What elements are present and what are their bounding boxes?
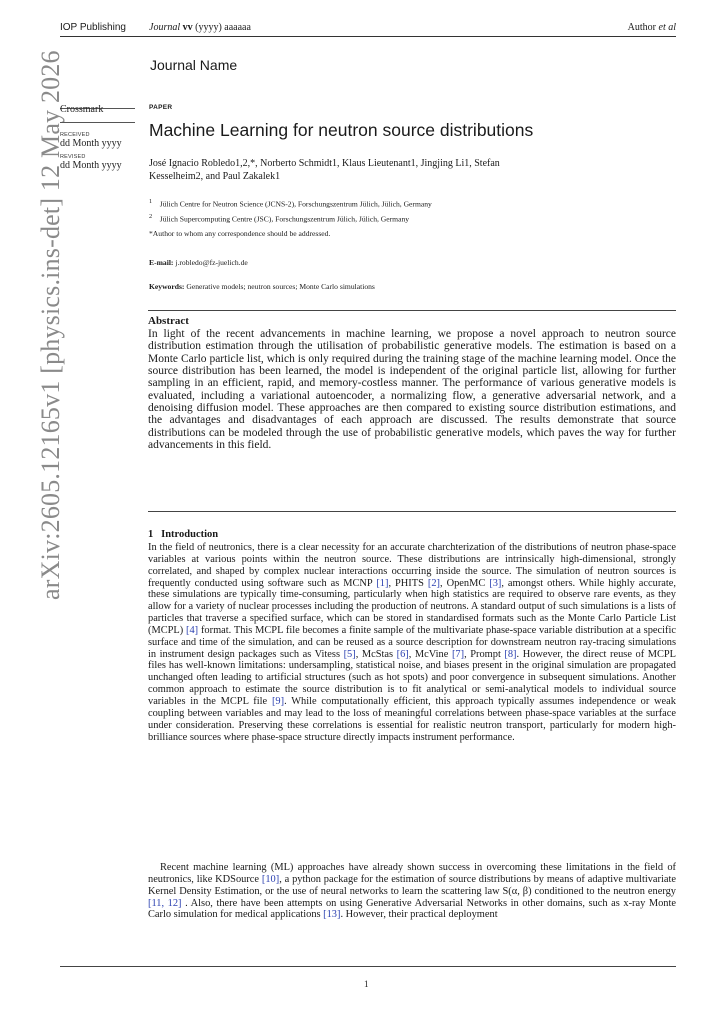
section-title: Introduction xyxy=(161,529,219,540)
received-block xyxy=(60,132,122,149)
affiliation-1-text: Jülich Centre for Neutron Science (JCNS-2), Forschungszentrum Jülich, Jülich, Germany xyxy=(159,199,432,209)
intro-p1-text: In the field of neutronics, there is a clear necessity for an accurate charchterization of the distributions of neutron phase-space variables at various points within the neutron source. These distributions are intrinsically high-dimensional, strongly correlated, and shaped by complex nuclear interactions occurring inside the source. The simulation of neutron sources is frequently conducted using software such as MCNP xyxy=(148,542,676,589)
corresponding-note: *Author to whom any correspondence should be addressed. xyxy=(149,229,331,238)
affiliation-1 xyxy=(149,198,432,209)
journal-ref-vol: vv xyxy=(182,22,193,33)
paper-title: Machine Learning for neutron source distributions xyxy=(149,120,534,140)
affiliation-2 xyxy=(149,213,409,224)
revised-date: dd Month yyyy xyxy=(60,160,122,171)
publisher: IOP Publishing xyxy=(60,22,126,33)
affiliation-2-text: Jülich Supercomputing Centre (JSC), Forschungszentrum Jülich, Jülich, Germany xyxy=(159,214,410,224)
email-line xyxy=(149,258,248,267)
section-number: 1 xyxy=(148,529,154,540)
citation-link[interactable]: [9] xyxy=(271,695,285,707)
affiliation-1-number: 1 xyxy=(149,198,153,205)
intro-paragraph-1 xyxy=(148,542,676,743)
intro-p1-text: format. This MCPL file becomes a finite sample of the multivariate phase-space variable distribution at a specific surface and time of the simulation, and can be reused as a source description for downstream neutron ray-tracing simulations in instrument design packages such as Vitess xyxy=(148,624,676,660)
intro-p1-text: , McVine xyxy=(408,648,452,660)
intro-p1-text: , McStas xyxy=(355,648,397,660)
intro-p2-text: . However, their practical deployment xyxy=(340,909,498,921)
intro-p2-text: . Also, there have been attempts on using Generative Adversarial Networks in other domains, such as x-ray Monte Carlo simulation for medical applications xyxy=(148,897,677,921)
abstract-text: In light of the recent advancements in machine learning, we propose a novel approach to neutron source distribution estimation through the utilisation of probabilistic generative models. The estimation is based on a Monte Carlo particle list, which is only required during the training stage of the machine learning model. Once the source distribution has been learned, the model is independent of the original particle list, allowing for further sampling in an efficient, rapid, and memory-costless manner. The performance of various generative models is evaluated, including a variational autoencoder, a normalizing flow, a generative adversarial network, and a denoising diffusion model. These approaches are then compared to existing source distribution estimations, and the advantages and disadvantages of each approach are discussed. The results demonstrate that source distributions can be modeled through the use of probabilistic generative models, which paves the way for further advancements in this field. xyxy=(148,328,676,452)
citation-link[interactable]: [13] xyxy=(323,909,341,921)
crossmark-label[interactable]: Crossmark xyxy=(60,104,104,115)
citation-link[interactable]: [6] xyxy=(396,648,409,660)
citation-link[interactable]: [2] xyxy=(427,577,440,589)
journal-ref-journal: Journal xyxy=(149,22,181,33)
authors-line-2: Kesselheim2, and Paul Zakalek1 xyxy=(149,171,281,182)
journal-name: Journal Name xyxy=(150,57,238,73)
affiliation-2-number: 2 xyxy=(149,213,153,220)
paper-label: PAPER xyxy=(149,104,173,111)
authors-line-1: José Ignacio Robledo1,2,*, Norberto Schmidt1, Klaus Lieutenant1, Jingjing Li1, Stefan xyxy=(149,158,500,169)
citation-link[interactable]: [11, 12] xyxy=(148,897,182,909)
citation-link[interactable]: [3] xyxy=(489,577,502,589)
journal-reference xyxy=(149,22,251,33)
citation-link[interactable]: [7] xyxy=(451,648,465,660)
journal-ref-rest: (yyyy) aaaaaa xyxy=(195,22,251,33)
intro-p2-text: Recent machine learning (ML) approaches have already shown success in overcoming these limitations in the field of neutronics, like KDSource xyxy=(148,862,676,885)
revised-label: REVISED xyxy=(60,154,86,160)
intro-p1-text: . However, the direct reuse of MCPL files has well-known limitations: undersampling, statistical noise, and biases present in the original simulation are propagated unchanged often leading to artificial structures (such as hot spots) and poor convergence in subsequent simulations. Another common approach to estimate the source distribution is to fit analytical or semi-analytical models to individual source variables in the MCPL file xyxy=(148,648,677,707)
intro-p2-text: , a python package for the estimation of source distributions by means of adaptive multivariate Kernel Density Estimation, or the use of neural networks to learn the scattering law S(α, β) conditioned to the neutron energy xyxy=(148,873,676,897)
sidebar-rule-2 xyxy=(60,122,135,123)
keywords-text: Generative models; neutron sources; Monte Carlo simulations xyxy=(186,282,375,291)
abstract-bottom-rule xyxy=(148,511,676,512)
intro-p1-text: , Prompt xyxy=(464,648,505,660)
author-list xyxy=(149,157,679,183)
citation-link[interactable]: [1] xyxy=(376,577,389,589)
keywords-label: Keywords: xyxy=(149,282,185,291)
running-author xyxy=(628,22,676,33)
abstract-heading: Abstract xyxy=(148,315,189,327)
email-address[interactable]: j.robledo@fz-juelich.de xyxy=(175,258,248,267)
arxiv-id: arXiv:2605.12165v1 [physics.ins-det] 12 May 2026 xyxy=(36,50,65,600)
citation-link[interactable]: [4] xyxy=(186,624,199,636)
page-number: 1 xyxy=(364,979,369,989)
header-rule xyxy=(60,36,676,37)
citation-link[interactable]: [10] xyxy=(261,873,280,885)
intro-p1-text: , amongst others. While highly accurate, these simulations are typically time-consuming, particularly when high statistics are required to observe rare events, as they allow for a variety of nuclear processes including the production of neutrons. A standard output of such simulations is a lists of particles that traverse a specified surface, which can be stored in standardised formats such as the Monte Carlo Particle List (MCPL) xyxy=(148,577,677,636)
received-label: RECEIVED xyxy=(60,132,90,138)
author-etal: Author et al xyxy=(627,22,676,33)
received-date: dd Month yyyy xyxy=(60,138,122,149)
keywords-line xyxy=(149,282,375,291)
email-label: E-mail: xyxy=(149,258,174,267)
citation-link[interactable]: [5] xyxy=(343,648,356,660)
revised-block xyxy=(60,154,122,171)
footer-rule xyxy=(60,966,676,967)
abstract-top-rule xyxy=(148,310,676,311)
intro-p1-text: . While computationally efficient, this approach typically assumes independence or weak coupling between variables and may lead to the loss of meaningful correlations between phase-space variables at the surface under consideration. Preserving these correlations is essential for realistic neutron transport, particularly for modern high-brilliance sources where phase-space structure directly impacts instrument performance. xyxy=(148,695,676,743)
intro-p1-text: , PHITS xyxy=(388,577,428,589)
intro-paragraph-2 xyxy=(148,862,676,921)
section-heading xyxy=(148,529,218,540)
citation-link[interactable]: [8] xyxy=(504,648,517,660)
intro-p1-text: , OpenMC xyxy=(440,577,490,589)
